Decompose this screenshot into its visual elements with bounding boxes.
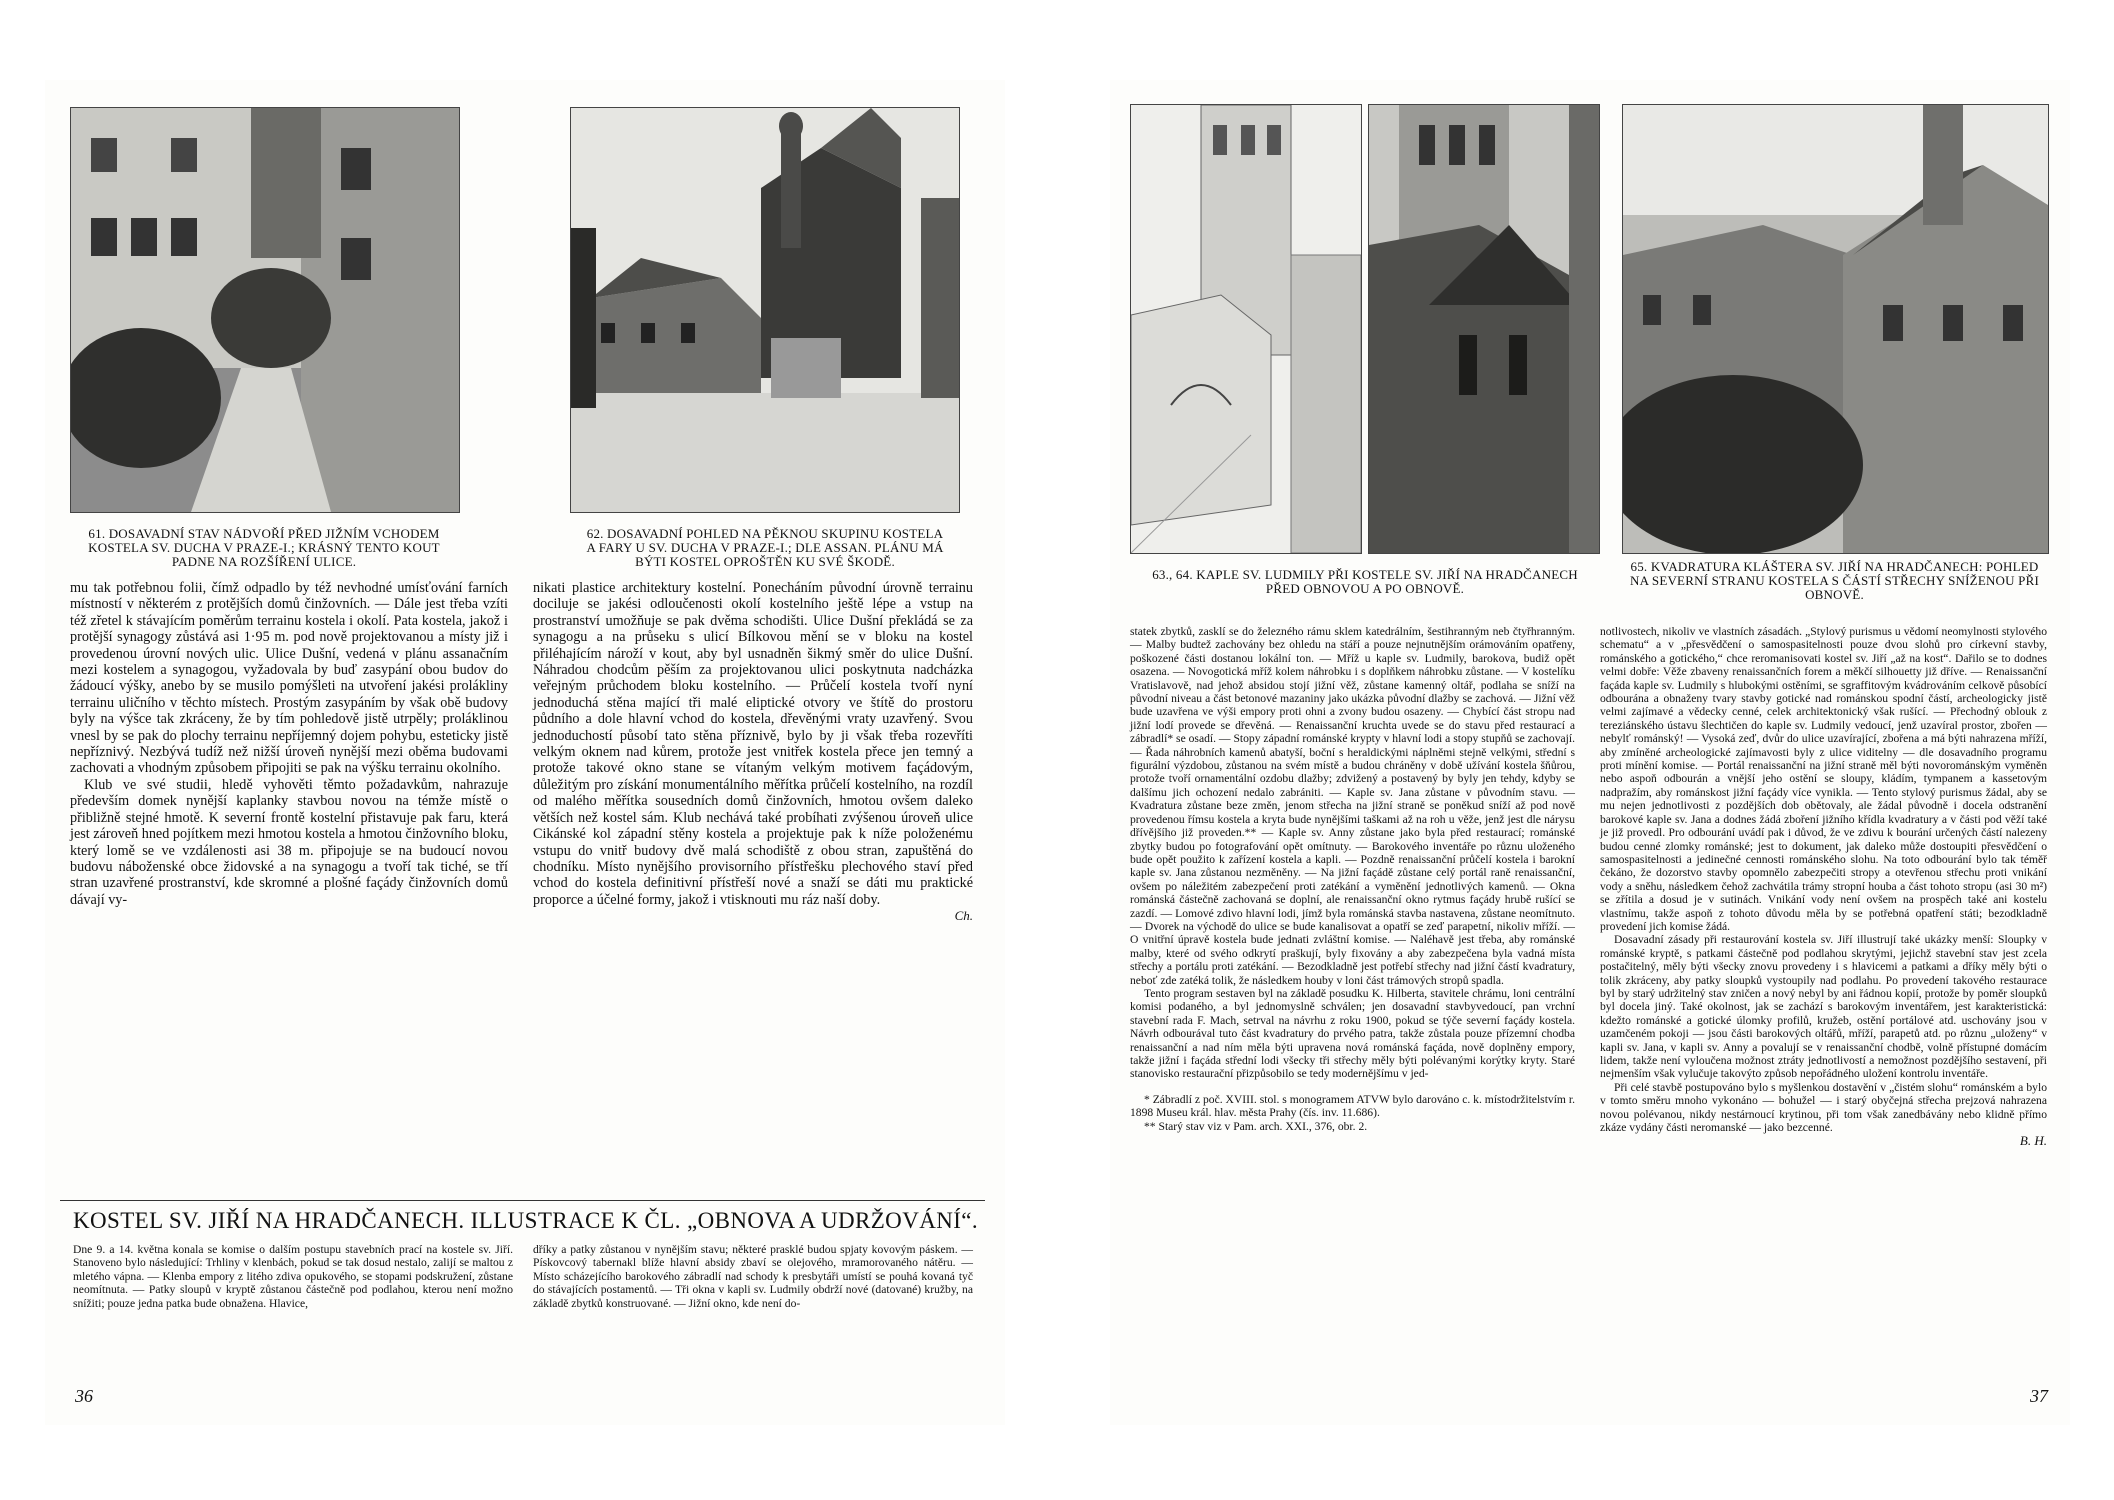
article-heading: KOSTEL SV. JIŘÍ NA HRADČANECH. ILLUSTRACE K ČL. „OBNOVA A UDRŽOVÁNÍ“. (73, 1208, 979, 1233)
chapel-after-photo (1369, 105, 1599, 553)
right-page (1110, 80, 2070, 1425)
page-number: 37 (2030, 1386, 2048, 1406)
cloister-photo-image (1623, 105, 2048, 553)
paragraph: Dosavadní zásady při restaurování kostela sv. Jiří illustrují také ukázky menší: Sloupky v románské kryptě, s patkami částečně pod podlahou skrytými, jejichž stavební stav jest zcela postačitelný, měly býti všecky znovu provedeny i s hlavicemi a patkami a dříky měly býti o tolik zkráceny, aby patky sloupků vystoupily nad podlahu. Po provedení takového restaurace byl by starý udržitelný stav zničen a nový nebyl by ani řádnou kopií, protože by poměr sloupků byl docela jiný. Také okolnost, jak se zachází s barokovým inventářem, jest karakteristická: kdežto románské a gotické úlomky profilů, kružeb, ostění portálové atd. uschovány jsou v uzamčeném pokoji — jsou části barokových oltářů, mříží, parapetů atd. po různu „uloženy“ v kapli sv. Jana, v kapli sv. Anny a povalují se v renaissanční chodbě, volně přístupné domácím lidem, takže není vyloučena možnost ztráty jednotlivostí a nemožnost pozdějšího sestavení, při nejmenším však vylučuje takovýto způsob nepořádného uložení kontrolu inventáře. (1600, 933, 2047, 1081)
paragraph: Tento program sestaven byl na základě posudku K. Hilberta, stavitele chrámu, loni centrální komisi podaného, a byl jednomyslně schválen; jen dosavadní stavbyvedoucí, pan vrchní stavební rada F. Mach, setrval na návrhu z roku 1900, pokud se týče severní façády kostela. Návrh odbourával tuto část kvadratury do prvého patra, takže zůstala pouze přízemní chodba renaissanční a nad ním měla býti upravena nová románská façáda, nově doplněny empory, takže jižní i façáda střední lodi všecky tři střechy měly býti polévanými korýtky kryty. Staré stanovisko restaurační přizpůsobilo se tedy modernějšímu v jed- (1130, 986, 1575, 1081)
article-column-1: Dne 9. a 14. května konala se komise o dalším postupu stavebních prací na kostele sv. Jiří. Stanoveno bylo následující: Trhliny v klenbách, pokud se tak dosud nestalo, zalijí se maltou z mletého vápna. — Klenba empory z litého zdiva opukového, se stopami podskružení, zůstane neomítnuta. — Patky sloupů v kryptě zůstanou částečně pod podlahou, kterou není možno snížiti; pouze jedna patka bude obnažena. Hlavice, (73, 1243, 513, 1310)
paragraph: mu tak potřebnou folii, čímž odpadlo by též nevhodné umísťování farních místností v některém z protějších domů činžovních. — Dále jest třeba vzíti též zřetel k stávajícím poměrům terrainu kostela i okolí. Pata kostela, jakož i protější synagogy zůstává asi 1·95 m. pod nově projektovanou a místy již i provedenou úrovní nových ulic. Ulice Dušní, vedená v plánu assanačním mezi kostelem a synagogou, vyžadovala by buď zasypání obou budov do žádoucí výšky, anebo by se musilo pomýšleti na utvoření jakési prolákliny terrainu uličního v těchto místech. Prostým zasypáním by však obě budovy byly na výšce tak zkráceny, že by tím pohledově jistě utrpěly; proláklinou vnesl by se pak do plochy terrainu nepříjemný dojem pohybu, esteticky jistě nepříznivý. Nezbývá tudíž než nižší úroveň nynější mezi oběma budovami zachovati a vhodným způsobem připojiti se pak na výšku terrainu okolního. (70, 580, 508, 777)
paragraph: nikati plastice architektury kostelní. Ponecháním původní úrovně terrainu dociluje se jakési odloučenosti okolí kostelního ještě lépe a vstup na prostranství umožňuje se pak dvěma schodišti. Ulice Dušní překládá se za synagogu a na průseku s ulicí Bílkovou mění se v bloku na kostel přiléhajícím nároží v kout, aby byl usnadněn šikmý směr do ulice Dušní. Náhradou chodcům pěším za projektovanou ulici poskytnuta nadcházka veřejným průchodem bloku kostelního. — Průčelí kostela tvoří nyní jednoduchá stěna mající tři malé eliptické otvory ve štítě do prostoru půdního a dole hlavní vchod do kostela, dřevěnými vraty uzavřený. Svou jednoduchostí působí tato stěna příznivě, bylo by ji však třeba rozevříti velkým oknem nad kůrem, protože jest vnitřek kostela přece jen temný a protože takové okno stane se vítaným velkým motivem façádovým, důležitým pro získání monumentálního měřítka průčelí kostelního, na rozdíl od malého měřítka sousedních domů činžovních, hmotou ovšem daleko větších než kostel sám. Klub nechává také probíhati zvýšenou úroveň ulice Cikánské kol západní stěny kostela a projektuje pak k níže položenému vstupu do vnitř budovy dvě malá schodiště z obou stran, zapuštěná do chodníku. Místo nynějšího provisorního přístřešku plechového staví před vchod do kostela definitivní přístřeší nové a snaží se dáti mu praktické proporce a účelné formy, jakož i vtisknouti mu ráz naší doby. (533, 580, 973, 908)
courtyard-photo-image (71, 108, 459, 512)
right-page-column-2 (1600, 625, 2047, 1148)
heading-rule (60, 1200, 985, 1201)
left-page-column-1 (70, 580, 508, 908)
author-signature: Ch. (954, 908, 973, 924)
figure-62-caption: 62. DOSAVADNÍ POHLED NA PĚKNOU SKUPINU KOSTELA A FARY U SV. DUCHA V PRAZE-I.; DLE ASSAN. PLÁNU MÁ BÝTI KOSTEL OPROŠTĚN KU SVÉ ŠKODĚ. (586, 526, 944, 569)
church-photo-image (571, 108, 959, 512)
left-page (45, 80, 1005, 1425)
chapel-before-drawing (1131, 105, 1361, 553)
figure-62-photo (570, 107, 960, 513)
article-column-2: dříky a patky zůstanou v nynějším stavu; některé prasklé budou spjaty kovovým páskem. — Pískovcový tabernakl blíže hlavní absidy zbaví se olejového, mramorovaného nátěru. — Místo scházejícího barokového zábradlí nad schody k presbytáři umístí se pouhá kovaná tyč do stávajících postamentů. — Tři okna v kapli sv. Ludmily obdrží nové (datované) kružby, na základě zbytků konstruované. — Jižní okno, kde není do- (533, 1243, 973, 1310)
page-number: 36 (75, 1386, 93, 1406)
figure-63-64-caption: 63., 64. KAPLE SV. LUDMILY PŘI KOSTELE SV. JIŘÍ NA HRADČANECH PŘED OBNOVOU A PO OBNOVĚ. (1152, 567, 1578, 596)
figure-61-photo (70, 107, 460, 513)
figure-63-photo (1130, 104, 1362, 554)
paragraph: notlivostech, nikoliv ve vlastních zásadách. „Stylový purismus u vědomí neomylnosti stylového schematu“ a v „přesvědčení o samospasitelnosti pouze dvou slohů pro církevní stavby, románského a gotického,“ chce reromanisovati kostel sv. Jiří „až na kost“. Dařilo se to dodnes velmi dobře: Věže zbaveny renaissančních forem a měkčí silhouetty již dříve. — Renaissanční façáda kaple sv. Ludmily s hlubokými ostěními, se sgraffitovým kvádrováním celkově působící odbourána a obnaženy tvary stavby gotické nad románskou spodní částí, archeologicky jistě velmi zajímavé a vědecky cenné, celek architektonický však rušící. — Přechodný oblouk z tereziánského ústavu šlechtičen do kaple sv. Ludmily vedoucí, jenž uzavíral prostor, zbořen — nebylť románský! — Vysoká zeď, dvůr do ulice uzavírající, zbořena a má býti nahrazena mříží, aby zmíněné archeologické zajímavosti byly z ulice viditelny — dle dosavadního programu proti mínění komise. — Portál renaissanční na jižní straně měl býti novorománským vyměněn nebo aspoň odbourán a vnější jeho ostění se sloupy, kládím, tympanem a kassetovým nadpražím, aby románskost jižní façády více vynikla. — Tento stylový purismus žádal, aby se mu nejen jednotlivosti z pozdějších dob obětovaly, ale žádal původně i docela odstranění barokové kaple sv. Jana a dodnes žádá zboření jižního křídla kvadratury a v části pod věží také je již provedl. Pro odbourání uvádí pak i důvod, že ve zdivu k bourání určených částí nalezeny budou cenné zlomky románské; jest to dokument, jak daleko může dostoupiti přesvědčení o samospasitelnosti a jedinečné cennosti románského slohu. Na toto odbourání bylo tak téměř čekáno, že dozorstvo stavby opomnělo zabezpečiti stropy a otevřenou střechu proti vnikání vody a sněhu, následkem čehož zachvátila trámy stropní houba a část tohoto stropu (asi 30 m²) se zřítila a dosud je v sutinách. Vnikání vody není ovšem na prospěch také ani kostelu vlastnímu, takže aspoň z tohoto důvodu měla by se potřebná opatření státi; bezodkladně provedení jich komise žádá. (1600, 625, 2047, 933)
figure-61-caption: 61. DOSAVADNÍ STAV NÁDVOŘÍ PŘED JIŽNÍM VCHODEM KOSTELA SV. DUCHA V PRAZE-I.; KRÁSNÝ TENTO KOUT PADNE NA ROZŠÍŘENÍ ULICE. (88, 526, 440, 569)
footnote: ** Starý stav viz v Pam. arch. XXI., 376, obr. 2. (1144, 1119, 1368, 1133)
paragraph: Klub ve své studii, hledě vyhověti těmto požadavkům, nahrazuje především domek nynější kaplanky stavbou novou na témže místě o přibližně stejné hmotě. K severní frontě kostelní přistavuje pak faru, která jest zároveň hned pojítkem mezi hmotou kostela a hmotou činžovního bloku, který lomě se ve vzdálenosti asi 38 m. připojuje se na budoucí novou budovu náboženské obce židovské a na synagogu a tvoří tak tiché, se tří stran uzavřené prostranství, kde skromné a plošné façády činžovních domů dávají vy- (70, 776, 508, 908)
figure-64-photo (1368, 104, 1600, 554)
paragraph: Při celé stavbě postupováno bylo s myšlenkou dostavění v „čistém slohu“ románském a bylo v tomto směru mnoho vykonáno — bohužel — i starý obyčejná střecha prejzová nahrazena novou polévanou, nikdy nestárnoucí krytinou, při tom však zanedbávány nebo klidně přímo zkáze vydány části neromanské — jako bezcenné. (1600, 1080, 2047, 1135)
right-page-column-1 (1130, 625, 1575, 1133)
footnote: * Zábradlí z poč. XVIII. stol. s monogramem ATVW bylo darováno c. k. místodržitelstvím r. 1898 Museu král. hlav. města Prahy (čís. inv. 11.686). (1130, 1092, 1575, 1120)
figure-65-caption: 65. KVADRATURA KLÁŠTERA SV. JIŘÍ NA HRADČANECH: POHLED NA SEVERNÍ STRANU KOSTELA S ČÁSTÍ STŘECHY SNÍŽENOU PŘI OBNOVĚ. (1629, 559, 2039, 602)
paragraph: statek zbytků, zasklí se do železného rámu sklem katedrálním, šestihranným neb čtyřhranným. — Malby budtež zachovány bez ohledu na stáří a pouze nejnutnějším orámováním opatřeny, poškozené části dostanou lokální ton. — Mříž u kaple sv. Ludmily, barokova, budiž opět osazena. — Novogotická mříž kolem náhrobku i s doplňkem náhrobku zůstane. — V kostelíku Vratislavově, nad jehož absidou stojí jižní věž, zůstane kamenný oltář, podlaha se sníží na původní niveau a část betonové mazaniny jako ukázka původní dlažby se zachová. — Jižní věž bude uzavřena ve výši empory proti ohni a zvony budou osazeny. — Chybící část stropu nad jižní lodí provede se dřevěná. — Renaissanční kruchta uvede se do stavu před restaurací a zábradlí* se osadí. — Stopy západní románské krypty v hlavní lodi a stopy stupňů se zachovají. — Řada náhrobních kamenů abatyší, boční s heraldickými náplněmi stejně velkými, střední s figurální výzdobou, zůstanou na svém místě a budou chráněny v době užívání kostela šňůrou, protože tvoří ornamentální ozdobu dlažby; zdvižený a postavený by byly jen tehdy, kdyby se dalšímu jich ochození nedalo zabrániti. — Kaple sv. Jana zůstane v původním stavu. — Kvadratura zůstane beze změn, jenom střecha na jižní straně se poněkud sníží až pod nově provedenou římsu kostela a kryta bude nynějšími taškami až na roh u věže, jenž jest dle nárysu dřívějšího již proveden.** — Kaple sv. Anny zůstane jako byla před restaurací; románské zbytky budou po fotografování opět omítnuty. — Barokového inventáře po různu uloženého bude opět použito k zařízení kostela a kapli. — Pozdně renaissanční průčelí kostela i barokní kaple sv. Jana zůstanou nezměněny. — Na jižní façádě zůstane celý portál raně renaissanční, ovšem po náležitém zabezpečení proti zatékání a vyměnění jednotlivých kamenů. — Okna románská částečně zachovaná se doplní, ale renaissanční okno rytmus façády hrubě rušící se zazdí. — Lomové zdivo hlavní lodi, jímž byla románská stavba nastavena, zůstane neomítnuto. — Dvorek na východě do ulice se bude kanalisovat a opatří se zeď parapetní, nikoliv mříží. — O vnitřní úpravě kostela bude jednati zvláštní komise. — Naléhavě jest třeba, aby románské malby, které od svého odkrytí praškují, byly fixovány a aby zabezpečena byla vadná místa střechy a portálu proti zatékání. — Bezodkladně jest potřebí střechy nad jižní částí kvadratury, neboť zde zatéká tolik, že následkem houby v loni část trámových stropů spadla. (1130, 625, 1575, 987)
left-page-column-2 (533, 580, 973, 925)
author-signature: B. H. (2019, 1133, 2047, 1149)
footnote-rule (1130, 1081, 1575, 1093)
figure-65-photo (1622, 104, 2049, 554)
